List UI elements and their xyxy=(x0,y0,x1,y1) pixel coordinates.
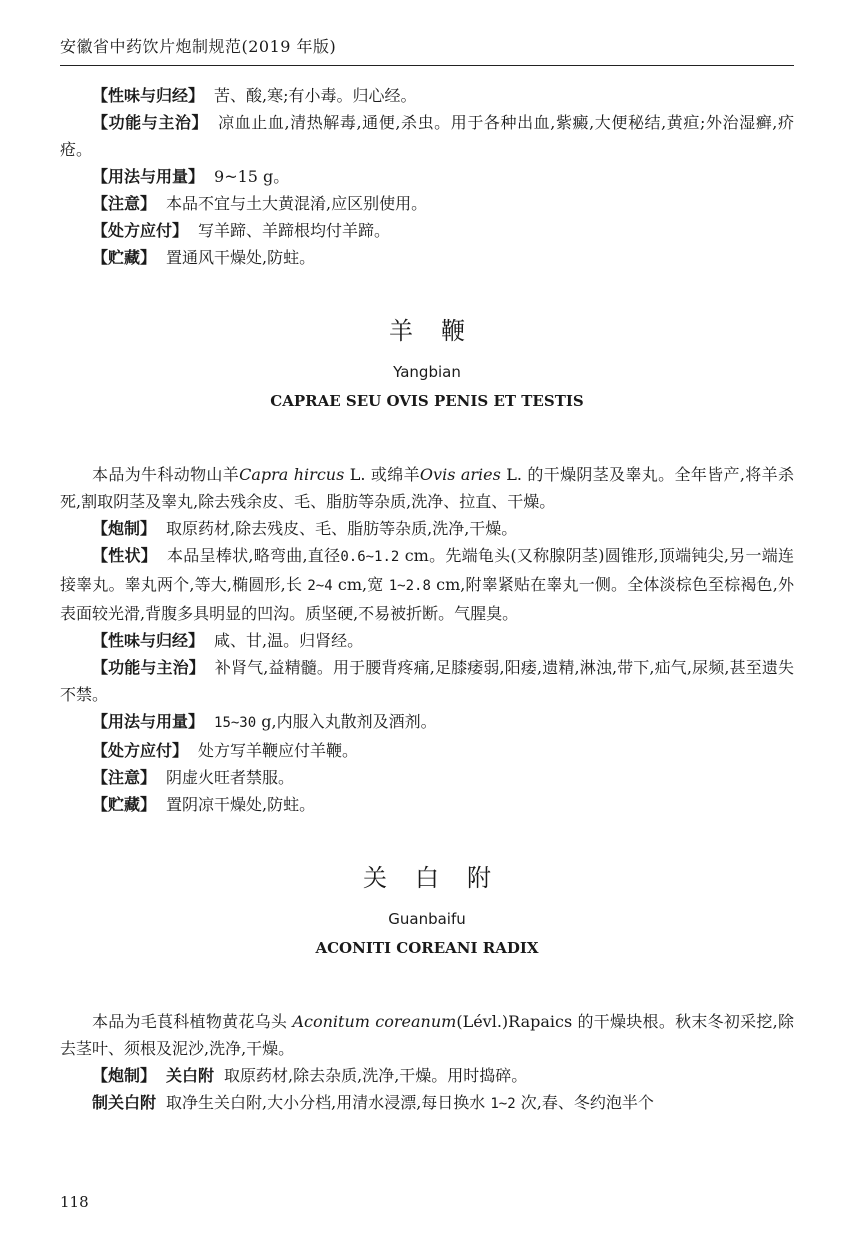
guanbaifu-latin: ACONITI COREANI RADIX xyxy=(315,939,539,957)
yangbian-xingzhuang: 【性状】 本品呈棒状,略弯曲,直径0.6~1.2 cm。先端龟头(又称腺阴茎)圆锥形,顶端钝尖,另一端连接睾丸。睾丸两个,等大,椭圆形,长 2~4 cm,宽 1~2.8 cm,附睾紧贴在睾丸一侧。全体淡棕色至棕褐色,外表面较光滑,背腹多具明显的凹沟。质坚硬,不易被折断。气腥臭。 xyxy=(60,546,794,623)
prev-yongfa: 【用法与用量】 9~15 g。 xyxy=(92,167,290,186)
guanbaifu-paozhi: 【炮制】 关白附 取原药材,除去杂质,洗净,干燥。用时捣碎。 xyxy=(92,1066,528,1085)
guanbaifu-title: 关白附 xyxy=(363,864,519,892)
yangbian-zhucang: 【贮藏】 置阴凉干燥处,防蛀。 xyxy=(92,795,316,814)
yangbian-chufang: 【处方应付】 处方写羊鞭应付羊鞭。 xyxy=(92,741,359,760)
yangbian-gongneng: 【功能与主治】 补肾气,益精髓。用于腰背疼痛,足膝痿弱,阳痿,遗精,淋浊,带下,疝气,尿频,甚至遗失不禁。 xyxy=(60,658,794,704)
yangbian-pinyin: Yangbian xyxy=(393,363,461,381)
yangbian-latin: CAPRAE SEU OVIS PENIS ET TESTIS xyxy=(270,392,584,410)
guanbaifu-intro: 本品为毛茛科植物黄花乌头 Aconitum coreanum(Lévl.)Rapaics 的干燥块根。秋末冬初采挖,除去茎叶、须根及泥沙,洗净,干燥。 xyxy=(60,1012,794,1058)
prev-zhucang: 【贮藏】 置通风干燥处,防蛀。 xyxy=(92,248,316,267)
guanbaifu-pinyin: Guanbaifu xyxy=(388,910,466,928)
yangbian-intro: 本品为牛科动物山羊Capra hircus L. 或绵羊Ovis aries L. 的干燥阴茎及睾丸。全年皆产,将羊杀死,割取阴茎及睾丸,除去残余皮、毛、脂肪等杂质,洗净、拉直、干燥。 xyxy=(60,465,794,511)
page-content xyxy=(60,82,794,1118)
prev-xingwei: 【性味与归经】 苦、酸,寒;有小毒。归心经。 xyxy=(92,86,417,105)
guanbaifu-zhi: 制关白附 取净生关白附,大小分档,用清水浸漂,每日换水 1~2 次,春、冬约泡半个 xyxy=(92,1093,654,1112)
yangbian-zhuyi: 【注意】 阴虚火旺者禁服。 xyxy=(92,768,295,787)
prev-chufang: 【处方应付】 写羊蹄、羊蹄根均付羊蹄。 xyxy=(92,221,391,240)
running-header: 安徽省中药饮片炮制规范(2019 年版) xyxy=(60,37,337,56)
page-number: 118 xyxy=(60,1193,89,1211)
prev-zhuyi: 【注意】 本品不宜与土大黄混淆,应区别使用。 xyxy=(92,194,428,213)
header-rule xyxy=(60,65,794,66)
yangbian-yongfa: 【用法与用量】 15~30 g,内服入丸散剂及酒剂。 xyxy=(92,712,437,731)
yangbian-paozhi: 【炮制】 取原药材,除去残皮、毛、脂肪等杂质,洗净,干燥。 xyxy=(92,519,518,538)
yangbian-xingwei: 【性味与归经】 咸、甘,温。归肾经。 xyxy=(92,631,364,650)
prev-gongneng: 【功能与主治】 凉血止血,清热解毒,通便,杀虫。用于各种出血,紫癜,大便秘结,黄疸;外治湿癣,疥疮。 xyxy=(60,113,794,159)
yangbian-title: 羊鞭 xyxy=(389,317,493,345)
